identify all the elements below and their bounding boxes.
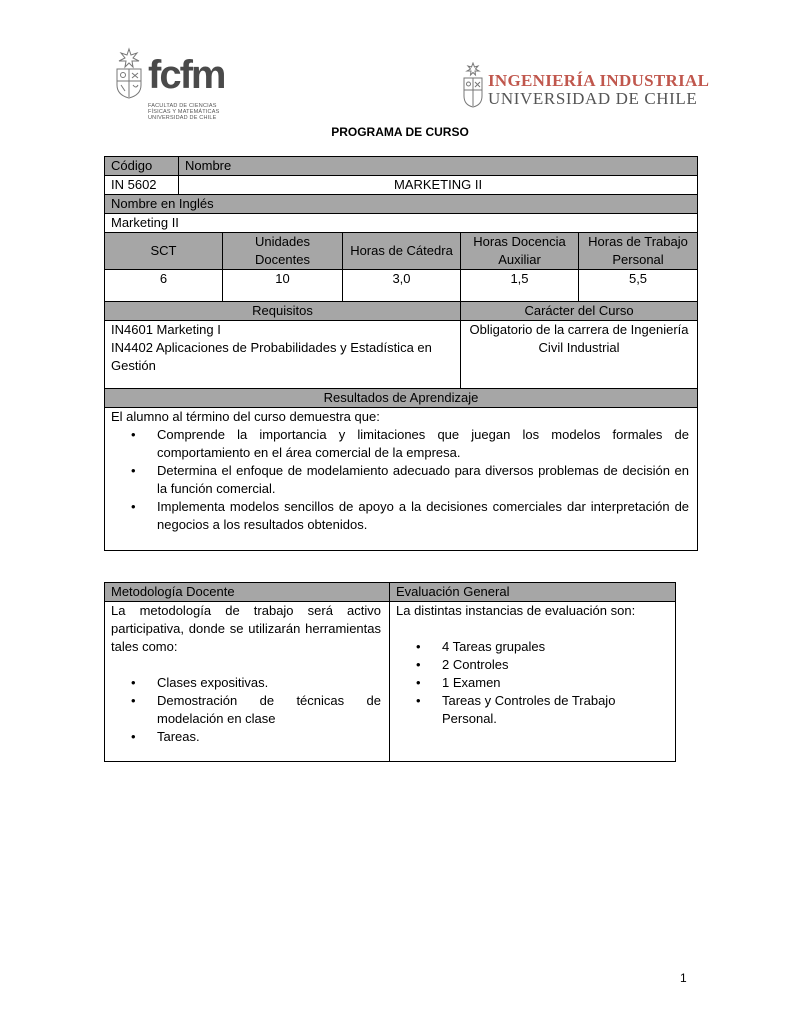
evaluacion-content [390,602,676,762]
unidades-docentes-header: Unidades Docentes [223,233,343,270]
ingenieria-industrial-logo [462,60,710,110]
horas-catedra-header: Horas de Cátedra [343,233,461,270]
list-item: • Clases expositivas. [157,674,381,692]
list-item: • Comprende la importancia y limitaciones que juegan los modelos formales de comportamiento en el área comercial de la empresa. [157,426,689,462]
horas-catedra-value: 3,0 [343,270,461,302]
sct-header: SCT [105,233,223,270]
metodologia-header: Metodología Docente [105,583,390,602]
metodologia-intro: La metodología de trabajo será activo participativa, donde se utilizarán herramientas tales como: [111,603,381,654]
fcfm-logo [112,45,242,130]
metodologia-list [111,674,383,746]
horas-auxiliar-header: Horas Docencia Auxiliar [461,233,579,270]
university-crest-icon [112,47,146,99]
list-item: • Implementa modelos sencillos de apoyo a la decisiones comerciales dar interpretación de negocios a los resultados obtenidos. [157,498,689,534]
resultados-header: Resultados de Aprendizaje [105,389,698,408]
resultados-content [105,408,698,551]
resultados-list [111,426,691,534]
codigo-header: Código [105,157,179,176]
requisitos-header: Requisitos [105,302,461,321]
caracter-value: Obligatorio de la carrera de Ingeniería Civil Industrial [461,321,698,389]
course-name: MARKETING II [179,176,698,195]
horas-personal-value: 5,5 [579,270,698,302]
list-item: • Tareas y Controles de Trabajo Personal. [442,692,669,728]
nombre-header: Nombre [179,157,698,176]
english-name: Marketing II [105,214,698,233]
horas-auxiliar-value: 1,5 [461,270,579,302]
list-item: • 2 Controles [442,656,669,674]
english-name-header: Nombre en Inglés [105,195,698,214]
unidades-docentes-value: 10 [223,270,343,302]
ingenieria-title: INGENIERÍA INDUSTRIAL [488,71,710,90]
metodologia-content [105,602,390,762]
university-crest-icon [462,62,484,108]
list-item: • Demostración de técnicas de modelación en clase [157,692,381,728]
university-name: UNIVERSIDAD DE CHILE [488,89,698,108]
sct-value: 6 [105,270,223,302]
list-item: • 4 Tareas grupales [442,638,669,656]
list-item: IN4601 Marketing I [111,322,221,337]
requisitos-list [105,321,461,389]
fcfm-wordmark: fcfm [148,53,225,97]
page-number: 1 [680,971,687,985]
course-code: IN 5602 [105,176,179,195]
evaluacion-header: Evaluación General [390,583,676,602]
page-title: PROGRAMA DE CURSO [331,125,469,139]
horas-personal-header: Horas de Trabajo Personal [579,233,698,270]
list-item: • 1 Examen [442,674,669,692]
fcfm-caption: FACULTAD DE CIENCIAS FÍSICAS Y MATEMÁTICAS UNIVERSIDAD DE CHILE [148,103,220,121]
evaluacion-list [396,638,669,728]
course-info-table [104,156,698,551]
list-item: IN4402 Aplicaciones de Probabilidades y Estadística en Gestión [111,340,432,373]
metodologia-evaluacion-table [104,582,676,762]
resultados-intro: El alumno al término del curso demuestra que: [111,409,380,424]
list-item: • Determina el enfoque de modelamiento adecuado para diversos problemas de decisión en la función comercial. [157,462,689,498]
caracter-header: Carácter del Curso [461,302,698,321]
evaluacion-intro: La distintas instancias de evaluación son: [396,603,636,618]
list-item: • Tareas. [157,728,381,746]
